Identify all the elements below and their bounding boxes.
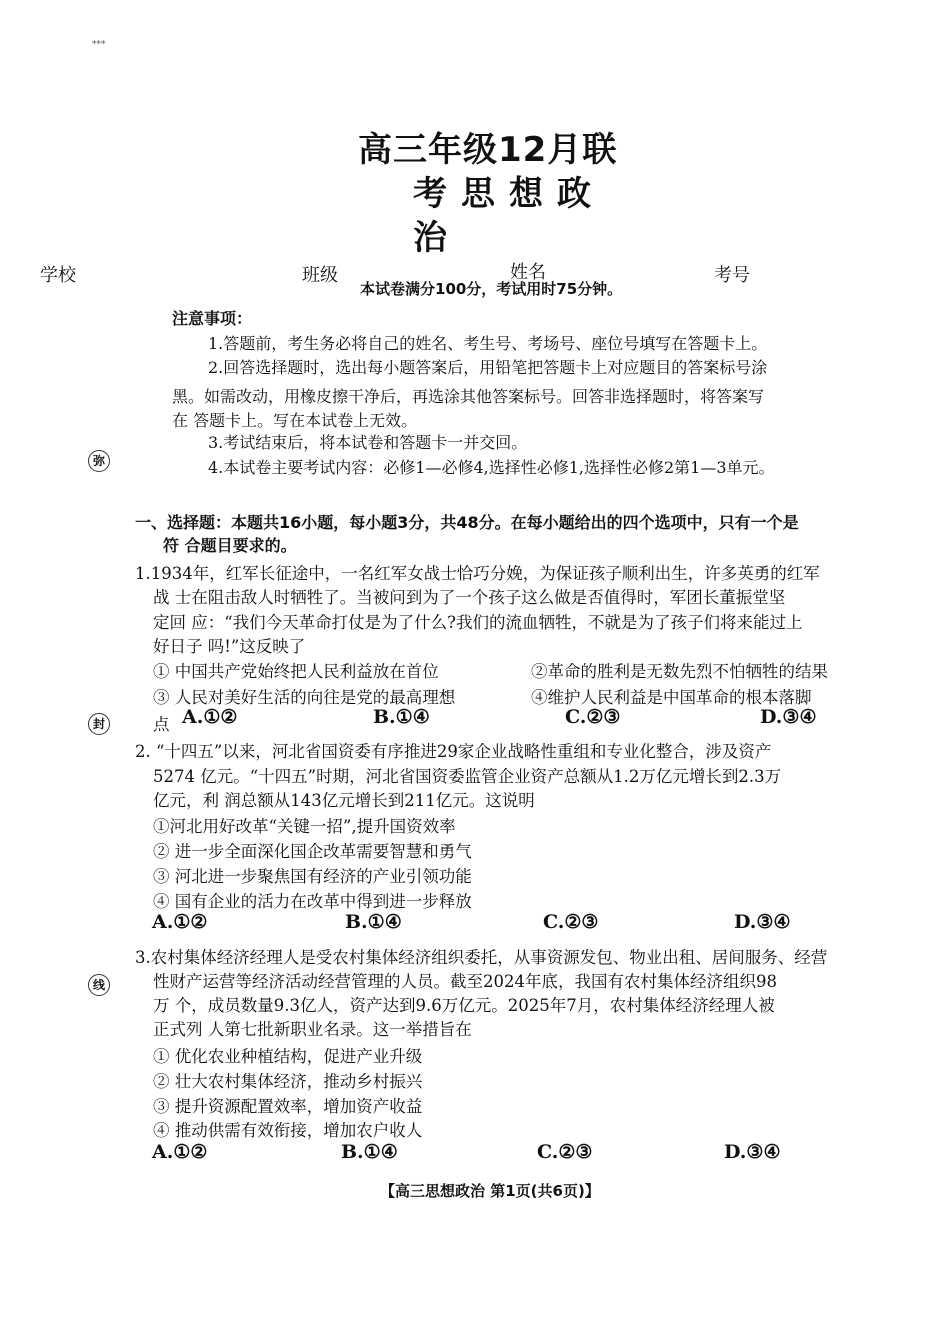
question-3-stem: 正式列 人第七批新职业名录。这一举措旨在 xyxy=(153,1020,472,1039)
question-2-choice-b[interactable]: B.①④ xyxy=(345,911,402,933)
question-2-option-1: ①河北用好改革“关键一招”,提升国资效率 xyxy=(153,817,456,836)
question-3-stem: 3.农村集体经济经理人是受农村集体经济组织委托，从事资源发包、物业出租、居间服务、经营 xyxy=(135,948,828,967)
question-1-stem: 1.1934年，红军长征途中，一名红军女战士恰巧分娩，为保证孩子顺利出生，许多英勇的红军 xyxy=(135,564,820,583)
class-field-label: 班级 xyxy=(302,265,338,286)
question-2-stem: 5274 亿元。“十四五”时期，河北省国资委监管企业资产总额从1.2万亿元增长到2.3万 xyxy=(153,767,782,786)
exam-title-line2: 考思想政 xyxy=(413,174,605,214)
question-2-stem: 亿元，利 润总额从143亿元增长到211亿元。这说明 xyxy=(153,791,535,810)
question-2-stem: 2. “十四五”以来，河北省国资委有序推进29家企业战略性重组和专业化整合，涉及资产 xyxy=(135,742,772,761)
question-3-choice-d[interactable]: D.③④ xyxy=(724,1141,781,1163)
binding-mark-mi: 弥 xyxy=(88,450,110,472)
notice-line: 4.本试卷主要考试内容：必修1—必修4,选择性必修1,选择性必修2第1—3单元。 xyxy=(208,458,775,477)
question-1-stem: 战 士在阻击敌人时牺牲了。当被问到为了一个孩子这么做是否值得时，军团长董振堂坚 xyxy=(153,588,786,607)
notice-line: 在 答题卡上。写在本试卷上无效。 xyxy=(172,411,418,430)
question-3-stem: 性财产运营等经济活动经营管理的人员。截至2024年底，我国有农村集体经济组织98 xyxy=(153,972,777,991)
corner-mark: *** xyxy=(92,40,106,50)
question-1-option-4: ④维护人民利益是中国革命的根本落脚 xyxy=(531,688,812,707)
notice-line: 2.回答选择题时，选出每小题答案后，用铅笔把答题卡上对应题目的答案标号涂 xyxy=(208,358,768,377)
section-heading: 一、选择题：本题共16小题，每小题3分，共48分。在每小题给出的四个选项中，只有一个是 xyxy=(135,513,799,532)
question-3-choice-c[interactable]: C.②③ xyxy=(537,1141,593,1163)
exam-subtitle: 本试卷满分100分，考试用时75分钟。 xyxy=(360,280,623,298)
notice-line: 1.答题前，考生务必将自己的姓名、考生号、考场号、座位号填写在答题卡上。 xyxy=(208,334,768,353)
question-3-option-4: ④ 推动供需有效衔接，增加农户收人 xyxy=(153,1121,423,1140)
exam-title-line1: 高三年级12月联 xyxy=(358,130,618,170)
notice-line: 黑。如需改动，用橡皮擦干净后，再选涂其他答案标号。回答非选择题时，将答案写 xyxy=(172,387,765,406)
question-3-option-1: ① 优化农业种植结构，促进产业升级 xyxy=(153,1047,423,1066)
binding-mark-feng: 封 xyxy=(88,713,110,735)
binding-mark-xian: 线 xyxy=(88,974,110,996)
question-1-option-3: ③ 人民对美好生活的向往是党的最高理想 xyxy=(153,688,456,707)
question-3-option-3: ③ 提升资源配置效率，增加资产收益 xyxy=(153,1097,423,1116)
question-2-option-3: ③ 河北进一步聚焦国有经济的产业引领功能 xyxy=(153,867,472,886)
question-3-stem: 万 个，成员数量9.3亿人，资产达到9.6万亿元。2025年7月，农村集体经济经理人被 xyxy=(153,996,775,1015)
question-1-stem: 定回 应：“我们今天革命打仗是为了什么?我们的流血牺牲，不就是为了孩子们将来能过上 xyxy=(153,613,803,632)
exam-number-field-label: 考号 xyxy=(714,265,750,286)
school-field-label: 学校 xyxy=(40,265,76,286)
notice-heading: 注意事项： xyxy=(172,309,253,328)
exam-title-line3: 治 xyxy=(413,218,448,258)
question-2-choice-a[interactable]: A.①② xyxy=(152,911,208,933)
question-1-option-1: ① 中国共产党始终把人民利益放在首位 xyxy=(153,662,439,681)
question-1-choice-b[interactable]: B.①④ xyxy=(373,706,430,728)
question-1-choice-a[interactable]: A.①② xyxy=(182,706,238,728)
question-3-choice-a[interactable]: A.①② xyxy=(152,1141,208,1163)
question-1-stem: 好日子 吗!”这反映了 xyxy=(153,637,306,656)
question-2-choice-d[interactable]: D.③④ xyxy=(734,911,791,933)
notice-line: 3.考试结束后，将本试卷和答题卡一并交回。 xyxy=(208,433,528,452)
question-1-option-2: ②革命的胜利是无数先烈不怕牺牲的结果 xyxy=(531,662,828,681)
question-2-choice-c[interactable]: C.②③ xyxy=(543,911,599,933)
question-3-option-2: ② 壮大农村集体经济，推动乡村振兴 xyxy=(153,1072,423,1091)
name-field-label: 姓名 xyxy=(510,262,546,283)
question-2-option-4: ④ 国有企业的活力在改革中得到进一步释放 xyxy=(153,892,472,911)
page-footer: 【高三思想政治 第1页(共6页)】 xyxy=(380,1182,600,1200)
question-2-option-2: ② 进一步全面深化国企改革需要智慧和勇气 xyxy=(153,842,472,861)
question-1-option-4-cont: 点 xyxy=(153,715,170,734)
question-3-choice-b[interactable]: B.①④ xyxy=(341,1141,398,1163)
question-1-choice-d[interactable]: D.③④ xyxy=(760,706,817,728)
section-heading-cont: 符 合题目要求的。 xyxy=(163,536,297,555)
question-1-choice-c[interactable]: C.②③ xyxy=(565,706,621,728)
